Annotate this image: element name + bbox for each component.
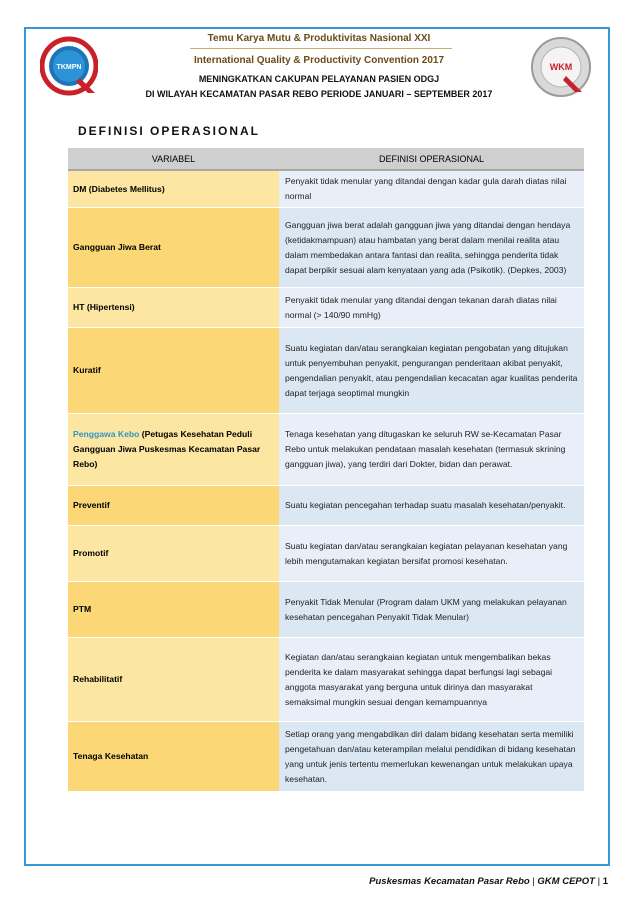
header-rule <box>190 48 452 49</box>
table-row <box>68 328 584 414</box>
table-row <box>68 170 584 208</box>
variable-cell: Tenaga Kesehatan <box>68 722 279 792</box>
event-title: Temu Karya Mutu & Produktivitas Nasional XXI <box>207 33 431 44</box>
footer-separator: | <box>597 876 601 887</box>
table-row <box>68 638 584 722</box>
variable-cell-text: (Petugas Kesehatan Peduli Gangguan Jiwa Puskesmas Kecamatan Pasar Rebo) <box>73 429 261 469</box>
event-subtitle: International Quality & Productivity Convention 2017 <box>193 55 445 66</box>
project-subtitle: DI WILAYAH KECAMATAN PASAR REBO PERIODE JANUARI – SEPTEMBER 2017 <box>145 89 493 99</box>
definition-cell: Gangguan jiwa berat adalah gangguan jiwa yang ditandai dengan hendaya (ketidakmampuan) atau hambatan yang berat dalam menilai realita atau dalam membedakan antara fantasi dan realita, sehingga penderita tidak dapat berpikir sesuai alam kenyataan yang ada (Psikotik). (Depkes, 2003) <box>279 208 584 288</box>
header-definition: DEFINISI OPERASIONAL <box>279 148 584 170</box>
tkmpn-logo <box>40 36 98 96</box>
footer-org: Puskesmas Kecamatan Pasar Rebo <box>369 876 530 887</box>
section-title: DEFINISI OPERASIONAL <box>78 124 261 138</box>
definitions-table <box>68 148 584 792</box>
table-row <box>68 582 584 638</box>
variable-cell: Preventif <box>68 486 279 526</box>
table-row <box>68 208 584 288</box>
logo-left-text: TKMPN <box>56 64 82 71</box>
definition-cell: Tenaga kesehatan yang ditugaskan ke seluruh RW se-Kecamatan Pasar Rebo untuk melakukan pendataan masalah kesehatan (termasuk skrining gangguan jiwa), yang terdiri dari Dokter, bidan dan perawat. <box>279 414 584 486</box>
table-row <box>68 722 584 792</box>
variable-cell: PTM <box>68 582 279 638</box>
definition-cell: Penyakit Tidak Menular (Program dalam UKM yang melakukan pelayanan kesehatan pencegahan Penyakit Tidak Menular) <box>279 582 584 638</box>
table-row <box>68 486 584 526</box>
table-header-row <box>68 148 584 170</box>
variable-cell: Gangguan Jiwa Berat <box>68 208 279 288</box>
variable-cell: Kuratif <box>68 328 279 414</box>
table-row <box>68 414 584 486</box>
page-number: 1 <box>602 876 608 887</box>
penggawa-kebo-highlight: Penggawa Kebo <box>73 429 140 439</box>
variable-cell: Promotif <box>68 526 279 582</box>
footer-team: GKM CEPOT <box>537 876 595 887</box>
logo-right-text: WKM <box>549 62 573 72</box>
definition-cell: Kegiatan dan/atau serangkaian kegiatan untuk mengembalikan bekas penderita ke dalam masyarakat sehingga dapat berfungsi lagi sebagai anggota masyarakat yang berguna untuk dirinya dan masyarakat semaksimal mungkin sesuai dengan kemampuannya <box>279 638 584 722</box>
definition-cell: Penyakit tidak menular yang ditandai dengan tekanan darah diatas nilai normal (> 140/90 mmHg) <box>279 288 584 328</box>
variable-cell <box>68 414 279 486</box>
table-row <box>68 288 584 328</box>
definition-cell: Setiap orang yang mengabdikan diri dalam bidang kesehatan serta memiliki pengetahuan dan/atau keterampilan melalui pendidikan di bidang kesehatan yang untuk jenis tertentu memerlukan kewenangan untuk melakukan upaya kesehatan. <box>279 722 584 792</box>
table-row <box>68 526 584 582</box>
variable-cell: DM (Diabetes Mellitus) <box>68 170 279 208</box>
variable-cell: HT (Hipertensi) <box>68 288 279 328</box>
definition-cell: Suatu kegiatan dan/atau serangkaian kegiatan pelayanan kesehatan yang lebih mengutamakan kegiatan bersifat promosi kesehatan. <box>279 526 584 582</box>
project-title: MENINGKATKAN CAKUPAN PELAYANAN PASIEN ODGJ <box>198 74 440 84</box>
header-variable: VARIABEL <box>68 148 279 170</box>
page-footer <box>369 876 608 887</box>
definition-cell: Penyakit tidak menular yang ditandai dengan kadar gula darah diatas nilai normal <box>279 170 584 208</box>
definition-cell: Suatu kegiatan dan/atau serangkaian kegiatan pengobatan yang ditujukan untuk penyembuhan penyakit, pengurangan penderitaan akibat penyakit, pengendalian penyakit, atau pengendalian kecacatan agar kualitas penderita dapat terjaga seoptimal mungkin <box>279 328 584 414</box>
definition-cell: Suatu kegiatan pencegahan terhadap suatu masalah kesehatan/penyakit. <box>279 486 584 526</box>
footer-separator: | <box>532 876 535 887</box>
variable-cell: Rehabilitatif <box>68 638 279 722</box>
